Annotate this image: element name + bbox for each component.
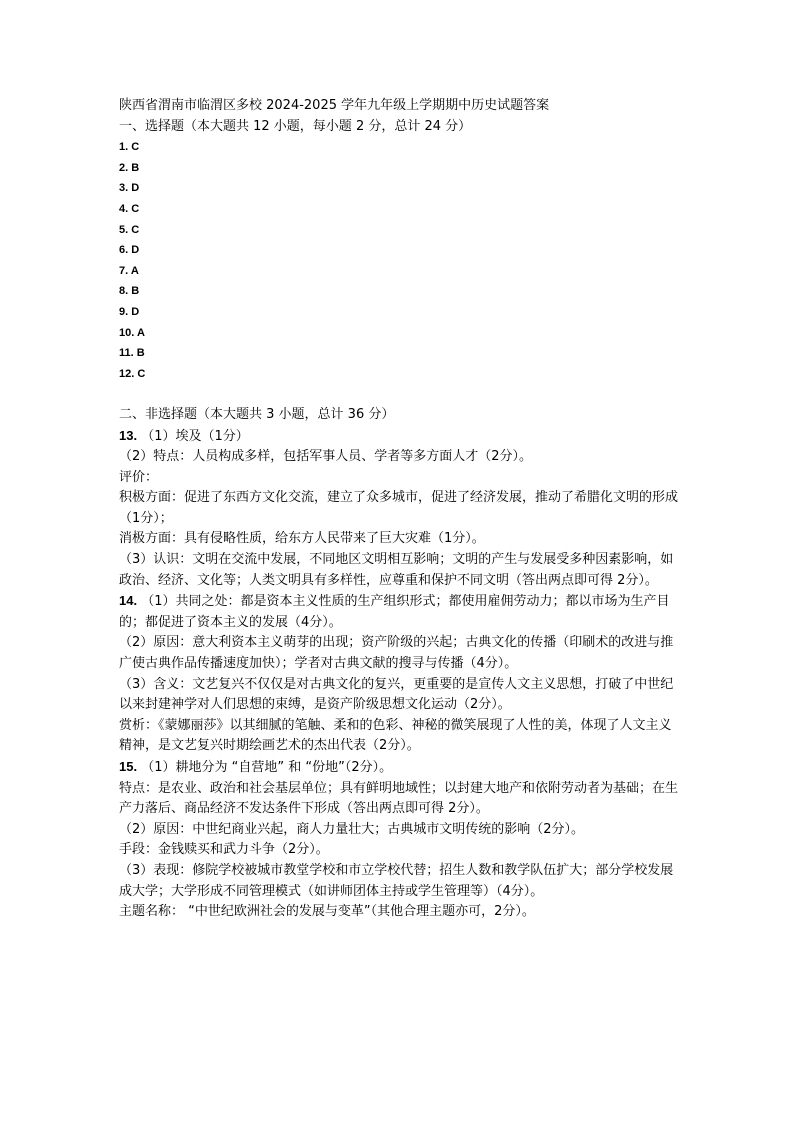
- question-number: 13.: [119, 427, 138, 443]
- q13-negative: 消极方面：具有侵略性质，给东方人民带来了巨大灾难（1分）。: [119, 531, 485, 547]
- question-14: [119, 591, 679, 757]
- question-number: 15.: [119, 759, 138, 774]
- question-number: 14.: [119, 593, 138, 609]
- answer-item: 2. B: [119, 161, 140, 174]
- answer-item: 12. C: [119, 367, 146, 380]
- answer-item: 4. C: [119, 202, 140, 215]
- answer-item: 7. A: [119, 264, 139, 277]
- answer-item: 9. D: [119, 305, 140, 318]
- q13-part3: （3）认识：文明在交流中发展，不同地区文明相互影响；文明的产生与发展受多种因素影响，如政治、经济、文化等；人类文明具有多样性，应尊重和保护不同文明（答出两点即可得 2分）。: [119, 552, 674, 588]
- choice-answers-list: [119, 137, 679, 384]
- document-title: 陕西省渭南市临渭区多校 2024-2025 学年九年级上学期期中历史试题答案: [119, 98, 550, 113]
- q15-theme: 主题名称： “中世纪欧洲社会的发展与变革”（其他合理主题亦可，2分）。: [119, 904, 535, 920]
- answer-item: 11. B: [119, 347, 145, 360]
- answer-item: 8. B: [119, 285, 140, 298]
- answer-item: 5. C: [119, 223, 140, 236]
- q14-part3: （3）含义：文艺复兴不仅仅是对古典文化的复兴，更重要的是宣传人文主义思想，打破了中世纪以来封建神学对人们思想的束缚，是资产阶级思想文化运动（2分）。: [119, 676, 674, 713]
- answer-document: [119, 96, 679, 923]
- q13-positive: 积极方面：促进了东西方文化交流，建立了众多城市，促进了经济发展，推动了希腊化文明的形成（1分）；: [119, 490, 679, 526]
- q15-means: 手段：金钱赎买和武力斗争（2分）。: [119, 842, 329, 858]
- answer-item: 3. D: [119, 182, 140, 195]
- q15-part1: （1）耕地分为 “自营地” 和 “份地”（2分）。: [141, 760, 393, 775]
- q14-part1: （1）共同之处：都是资本主义性质的生产组织形式；都使用雇佣劳动力；都以市场为生产目的；都促进了资本主义的发展（4分）。: [119, 594, 670, 630]
- question-13: [119, 426, 679, 592]
- q14-part2: （2）原因：意大利资本主义萌芽的出现；资产阶级的兴起；古典文化的传播（印刷术的改进与推广使古典作品传播速度加快）；学者对古典文献的搜寻与传播（4分）。: [119, 635, 674, 672]
- q13-eval-label: 评价：: [119, 469, 159, 485]
- q13-part2: （2）特点：人员构成多样，包括军事人员、学者等多方面人才（2分）。: [119, 449, 533, 465]
- answer-item: 6. D: [119, 244, 140, 257]
- section2-heading: 二、非选择题（本大题共 3 小题，总计 36 分）: [119, 406, 395, 422]
- blank-line: [119, 384, 679, 405]
- q14-appreciation: 赏析：《蒙娜丽莎》以其细腻的笔触、柔和的色彩、神秘的微笑展现了人性的美，体现了人文主义精神，是文艺复兴时期绘画艺术的杰出代表（2分）。: [119, 717, 672, 754]
- section1-heading: 一、选择题（本大题共 12 小题，每小题 2 分，总计 24 分）: [119, 118, 472, 134]
- q15-part3: （3）表现：修院学校被城市教堂学校和市立学校代替；招生人数和教学队伍扩大；部分学校发展成大学；大学形成不同管理模式（如讲师团体主持或学生管理等）（4分）。: [119, 862, 674, 899]
- q13-part1: （1）埃及（1分）: [141, 428, 249, 444]
- answer-item: 1. C: [119, 141, 140, 154]
- q15-features: 特点：是农业、政治和社会基层单位；具有鲜明地域性；以封建大地产和依附劳动者为基础；在生产力落后、商品经济不发达条件下形成（答出两点即可得 2分）。: [119, 780, 679, 817]
- q15-part2: （2）原因：中世纪商业兴起，商人力量壮大；古典城市文明传统的影响（2分）。: [119, 821, 585, 837]
- question-15: [119, 757, 679, 923]
- answer-item: 10. A: [119, 326, 145, 339]
